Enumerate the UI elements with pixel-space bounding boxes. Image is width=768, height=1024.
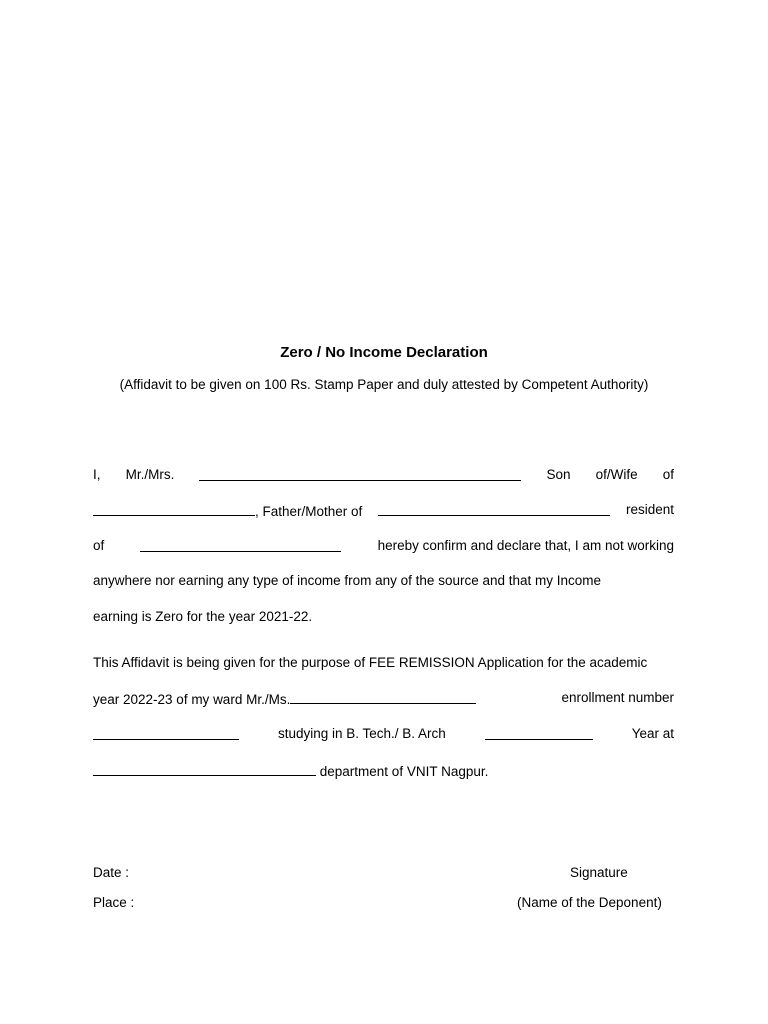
para1-line4: anywhere nor earning any type of income from any of the source and that my Income — [93, 573, 602, 588]
ward-name-blank — [290, 690, 476, 704]
text-of: of — [662, 467, 674, 482]
para1-line2 — [93, 502, 674, 519]
father-name-blank — [93, 502, 255, 516]
document-subtitle: (Affidavit to be given on 100 Rs. Stamp Paper and duly attested by Competent Authority) — [119, 377, 649, 392]
para2-line3 — [93, 726, 674, 741]
deponent-label: (Name of the Deponent) — [517, 895, 662, 910]
year-blank — [485, 726, 593, 740]
text-resident: resident — [625, 502, 674, 517]
name-blank — [199, 467, 521, 481]
text-year-ward: year 2022-23 of my ward Mr./Ms. — [93, 692, 291, 707]
parent-name-blank — [378, 502, 610, 516]
text-son: Son — [546, 467, 571, 482]
enrollment-blank — [93, 726, 239, 740]
text-hereby-confirm: hereby confirm and declare that, I am not working — [377, 538, 674, 553]
text-year-at: Year at — [631, 726, 674, 741]
para2-line2 — [93, 690, 674, 707]
department-blank — [93, 762, 316, 776]
text-department: department of VNIT Nagpur. — [319, 764, 489, 779]
text-enrollment-number: enrollment number — [561, 690, 674, 705]
text-studying: studying in B. Tech./ B. Arch — [277, 726, 446, 741]
text-of-wife: of/Wife — [595, 467, 638, 482]
text-of-2: of — [93, 538, 105, 553]
text-i: I, — [93, 467, 101, 482]
document-title: Zero / No Income Declaration — [280, 344, 488, 361]
text-mr-mrs: Mr./Mrs. — [125, 467, 175, 482]
para2-line1: This Affidavit is being given for the purpose of FEE REMISSION Application for the academic — [93, 655, 648, 670]
para1-line1 — [93, 467, 674, 482]
signature-label: Signature — [570, 865, 628, 880]
para2-line4 — [93, 762, 674, 779]
place-label: Place : — [93, 895, 135, 910]
para1-line3 — [93, 538, 674, 553]
date-label: Date : — [93, 865, 130, 880]
residence-blank — [140, 538, 341, 552]
text-father-mother: , Father/Mother of — [255, 504, 363, 519]
para1-line5: earning is Zero for the year 2021-22. — [93, 609, 313, 624]
